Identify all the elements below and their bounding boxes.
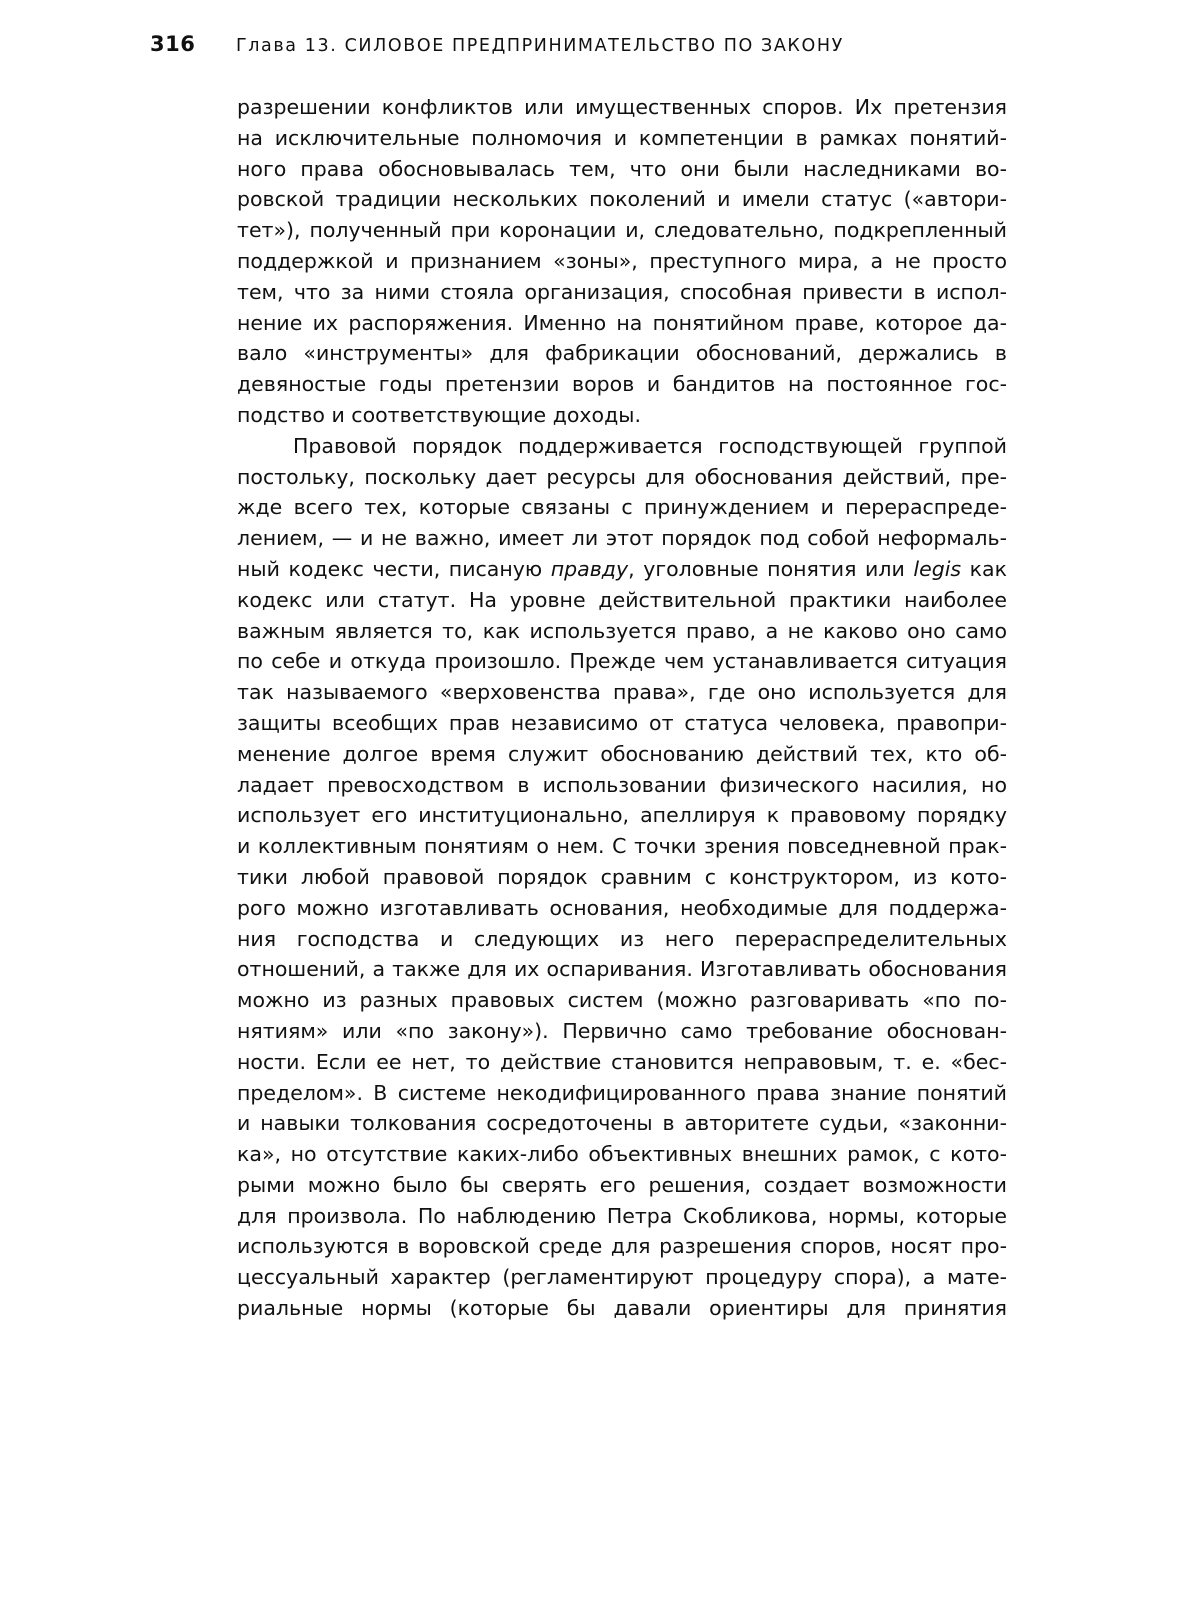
text-line: и навыки толкования сосредоточены в авторитете судьи, «законни- <box>237 1111 1007 1136</box>
text-line: девяностые годы претензии воров и бандитов на постоянное гос- <box>237 372 1007 397</box>
text-line: ного права обосновывалась тем, что они были наследниками во- <box>237 156 1007 181</box>
text-line: важным является то, как используется право, а не каково оно само <box>237 618 1007 643</box>
text-line: поддержкой и признанием «зоны», преступного мира, а не просто <box>237 248 1007 273</box>
text-line: ния господства и следующих из него перераспределительных <box>237 926 1007 951</box>
text-line: используются в воровской среде для разрешения споров, носят про- <box>237 1234 1007 1259</box>
text-line: рого можно изготавливать основания, необходимые для поддержа- <box>237 895 1007 920</box>
italic-term: legis <box>913 556 962 581</box>
text-span: как <box>961 556 1008 581</box>
text-line: использует его институционально, апеллируя к правовому порядку <box>237 803 1007 828</box>
text-line: ладает превосходством в использовании физического насилия, но <box>237 772 1007 797</box>
text-line: разрешении конфликтов или имущественных споров. Их претензия <box>237 95 1007 119</box>
text-line: на исключительные полномочия и компетенции в рамках понятий- <box>237 125 1007 150</box>
text-line: рыми можно было бы сверять его решения, создает возможности <box>237 1172 1007 1197</box>
text-line: вало «инструменты» для фабрикации обоснований, держались в <box>237 341 1007 366</box>
text-line: по себе и откуда произошло. Прежде чем устанавливается ситуация <box>237 649 1007 674</box>
page-header <box>150 32 1030 64</box>
text-line: можно из разных правовых систем (можно разговаривать «по по- <box>237 988 1007 1013</box>
text-line: для произвола. По наблюдению Петра Скобликова, нормы, которые <box>237 1203 1007 1228</box>
italic-term: правду <box>550 556 629 581</box>
text-line: нение их распоряжения. Именно на понятийном праве, которое да- <box>237 310 1007 335</box>
text-span: ный кодекс чести, писаную <box>237 556 551 581</box>
text-line: отношений, а также для их оспаривания. Изготавливать обоснования <box>237 957 1007 982</box>
paragraph <box>237 92 1007 431</box>
running-head: Глава 13. СИЛОВОЕ ПРЕДПРИНИМАТЕЛЬСТВО ПО ЗАКОНУ <box>236 36 844 56</box>
text-line: менение долгое время служит обоснованию действий тех, кто об- <box>237 741 1007 766</box>
text-line: пределом». В системе некодифицированного права знание понятий <box>237 1080 1007 1105</box>
text-line: риальные нормы (которые бы давали ориентиры для принятия <box>237 1296 1007 1321</box>
text-line: Правовой порядок поддерживается господствующей группой <box>293 433 1007 458</box>
text-line: тики любой правовой порядок сравним с конструктором, из кото- <box>237 864 1007 889</box>
body-text <box>237 92 1007 1324</box>
text-line: тем, что за ними стояла организация, способная привести в испол- <box>237 279 1007 304</box>
text-line: защиты всеобщих прав независимо от статуса человека, правопри- <box>237 710 1007 735</box>
paragraph <box>237 431 1007 1324</box>
text-line: постольку, поскольку дает ресурсы для обоснования действий, пре- <box>237 464 1007 489</box>
text-line: подство и соответствующие доходы. <box>237 402 641 427</box>
text-line: так называемого «верховенства права», где оно используется для <box>237 680 1007 705</box>
text-line: ности. Если ее нет, то действие становится неправовым, т. е. «бес- <box>237 1049 1007 1074</box>
text-line: ровской традиции нескольких поколений и имели статус («автори- <box>237 187 1007 212</box>
text-line: лением, — и не важно, имеет ли этот порядок под собой неформаль- <box>237 526 1007 551</box>
text-line: цессуальный характер (регламентируют процедуру спора), а мате- <box>237 1265 1007 1290</box>
text-line: ка», но отсутствие каких-либо объективных внешних рамок, с кото- <box>237 1142 1007 1167</box>
page-number: 316 <box>150 32 196 56</box>
text-line: тет»), полученный при коронации и, следовательно, подкрепленный <box>237 218 1007 243</box>
text-span: , уголовные понятия или <box>628 556 914 581</box>
text-line-with-italics <box>237 554 1007 585</box>
text-line: и коллективным понятиям о нем. С точки зрения повседневной прак- <box>237 834 1007 859</box>
text-line: жде всего тех, которые связаны с принуждением и перераспреде- <box>237 495 1007 520</box>
text-line: кодекс или статут. На уровне действительной практики наиболее <box>237 587 1007 612</box>
text-line: нятиям» или «по закону»). Первично само требование обоснован- <box>237 1018 1007 1043</box>
